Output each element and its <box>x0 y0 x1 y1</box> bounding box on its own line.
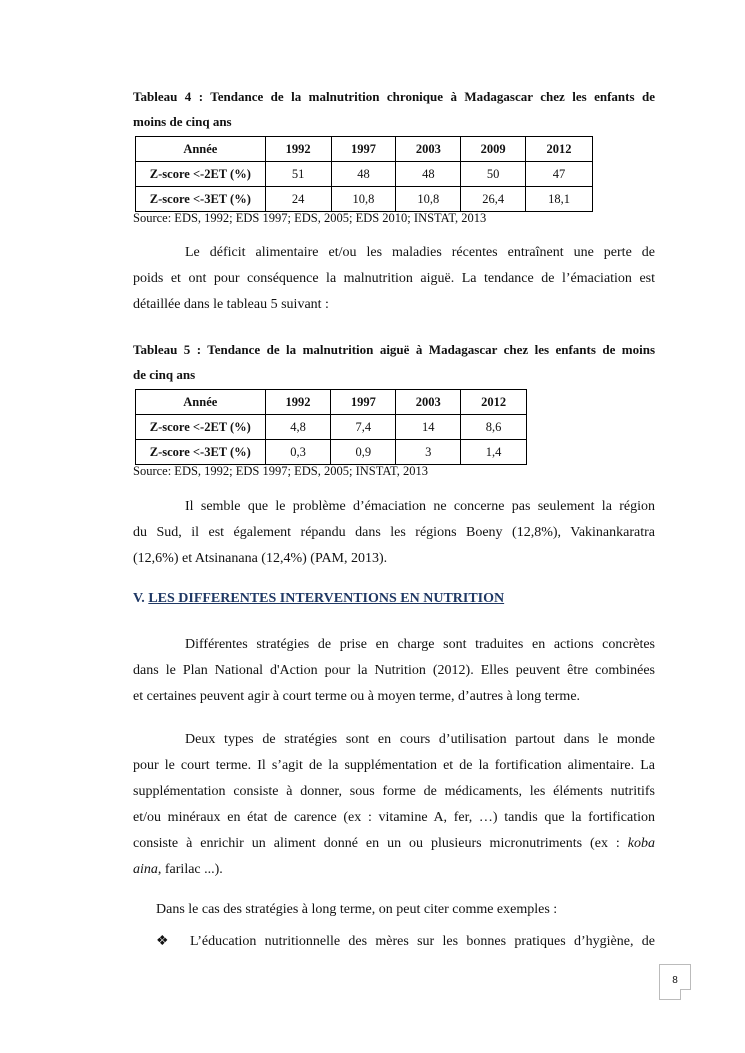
table-header-cell: 1992 <box>265 390 331 415</box>
table4-source: Source: EDS, 1992; EDS 1997; EDS, 2005; EDS 2010; INSTAT, 2013 <box>133 211 487 225</box>
table-header-cell: 2009 <box>461 137 526 162</box>
paragraph-line: pour le court terme. Il s’agit de la supplémentation et de la fortification alimentaire. La <box>133 758 655 773</box>
paragraph-3 <box>133 632 655 710</box>
section-heading <box>133 591 504 607</box>
italic-term: koba <box>627 836 656 851</box>
section-title: LES DIFFERENTES INTERVENTIONS EN NUTRITION <box>148 591 505 606</box>
paragraph-line: du Sud, il est également répandu dans les régions Boeny (12,8%), Vakinankaratra <box>133 525 655 540</box>
table-cell: 18,1 <box>526 187 593 212</box>
table5-caption-line1: Tableau 5 : Tendance de la malnutrition aiguë à Madagascar chez les enfants de moins <box>133 342 655 357</box>
table-row-label: Z-score <-3ET (%) <box>136 187 266 212</box>
paragraph-2 <box>133 494 655 572</box>
paragraph-line <box>133 831 655 857</box>
paragraph-line: Il semble que le problème d’émaciation ne concerne pas seulement la région <box>185 499 655 514</box>
table-cell: 3 <box>396 440 461 465</box>
paragraph-4 <box>133 727 655 883</box>
bullet-item <box>156 933 655 950</box>
table-cell: 14 <box>396 415 461 440</box>
paragraph-line: (12,6%) et Atsinanana (12,4%) (PAM, 2013). <box>133 551 388 566</box>
paragraph-line: dans le Plan National d'Action pour la Nutrition (2012). Elles peuvent être combinées <box>133 663 655 678</box>
paragraph-line <box>133 857 655 883</box>
table-header-cell: 2012 <box>461 390 527 415</box>
table-cell: 48 <box>331 162 396 187</box>
paragraph-line: Le déficit alimentaire et/ou les maladies récentes entraînent une perte de <box>185 245 655 260</box>
paragraph-line: et certaines peuvent agir à court terme ou à moyen terme, d’autres à long terme. <box>133 689 581 704</box>
table5-source: Source: EDS, 1992; EDS 1997; EDS, 2005; INSTAT, 2013 <box>133 464 428 478</box>
italic-term: aina <box>133 862 158 877</box>
table-row-label: Z-score <-2ET (%) <box>136 415 266 440</box>
bullet-diamond-icon: ❖ <box>156 934 174 949</box>
table-row <box>136 415 527 440</box>
table-cell: 51 <box>265 162 331 187</box>
table-cell: 26,4 <box>461 187 526 212</box>
table-header-cell: 2003 <box>396 390 461 415</box>
table-cell: 8,6 <box>461 415 527 440</box>
paragraph-5: Dans le cas des stratégies à long terme, on peut citer comme exemples : <box>156 902 558 917</box>
table-cell: 48 <box>396 162 461 187</box>
table-header-cell: 1997 <box>331 390 396 415</box>
table-cell: 47 <box>526 162 593 187</box>
paragraph-line: poids et ont pour conséquence la malnutrition aiguë. La tendance de l’émaciation est <box>133 271 655 286</box>
table-cell: 0,3 <box>265 440 331 465</box>
table4-caption <box>133 84 655 134</box>
table-row <box>136 187 593 212</box>
table4-caption-line2: moins de cinq ans <box>133 114 232 129</box>
table4 <box>135 136 593 212</box>
paragraph-line: Deux types de stratégies sont en cours d’utilisation partout dans le monde <box>185 732 655 747</box>
table5 <box>135 389 527 465</box>
table-header-cell: 1997 <box>331 137 396 162</box>
table-cell: 10,8 <box>396 187 461 212</box>
paragraph-line: Différentes stratégies de prise en charge sont traduites en actions concrètes <box>185 637 655 652</box>
paragraph-text: , farilac ...). <box>157 862 223 877</box>
table-cell: 4,8 <box>265 415 331 440</box>
table-cell: 7,4 <box>331 415 396 440</box>
paragraph-line: détaillée dans le tableau 5 suivant : <box>133 297 329 312</box>
table4-caption-line1: Tableau 4 : Tendance de la malnutrition chronique à Madagascar chez les enfants de <box>133 89 655 104</box>
page-number: 8 <box>659 964 691 1000</box>
table-cell: 1,4 <box>461 440 527 465</box>
table-row-label: Z-score <-3ET (%) <box>136 440 266 465</box>
table-header-cell: 2003 <box>396 137 461 162</box>
table-row-label: Z-score <-2ET (%) <box>136 162 266 187</box>
table-cell: 50 <box>461 162 526 187</box>
table4-header-row <box>136 137 593 162</box>
table-header-cell: 2012 <box>526 137 593 162</box>
table-cell: 10,8 <box>331 187 396 212</box>
section-number: V. <box>133 591 145 606</box>
table-cell: 0,9 <box>331 440 396 465</box>
table-header-cell: 1992 <box>265 137 331 162</box>
table5-caption <box>133 337 655 387</box>
paragraph-1 <box>133 240 655 318</box>
bullet-text: L’éducation nutritionnelle des mères sur les bonnes pratiques d’hygiène, de <box>190 934 656 949</box>
table5-header-row <box>136 390 527 415</box>
paragraph-text: consiste à enrichir un aliment donné en un ou plusieurs micronutriments (ex : <box>133 836 620 851</box>
table5-caption-line2: de cinq ans <box>133 367 196 382</box>
paragraph-line: et/ou minéraux en état de carence (ex : vitamine A, fer, …) tandis que la fortification <box>133 810 655 825</box>
paragraph-line: supplémentation consiste à donner, sous forme de médicaments, les éléments nutritifs <box>133 784 655 799</box>
table-row <box>136 162 593 187</box>
table-row <box>136 440 527 465</box>
table-cell: 24 <box>265 187 331 212</box>
table-header-cell: Année <box>136 390 266 415</box>
table-header-cell: Année <box>136 137 266 162</box>
